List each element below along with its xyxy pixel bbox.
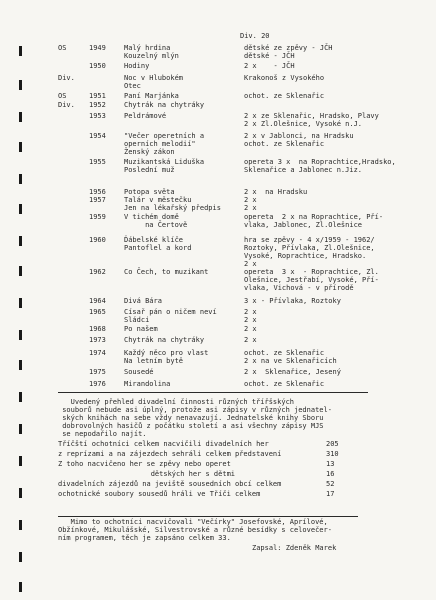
- stat-label: Tříčští ochotníci celkem nacvičili divadelních her: [58, 440, 269, 448]
- row-year: [89, 308, 117, 316]
- row-year-line: 1953: [89, 112, 106, 120]
- row-title: [124, 196, 239, 212]
- row-performance-line: vlaka, Jablonec, Zl.Olešnice: [244, 221, 363, 229]
- row-performance-line: ochot. ze Sklenařic: [244, 92, 325, 100]
- paragraph-line: se nepodařilo najít.: [58, 430, 147, 438]
- row-title-line: Císař pán o ničem neví: [124, 308, 217, 316]
- row-performance: [244, 368, 409, 376]
- row-title-line: V tichém domě: [124, 213, 179, 221]
- row-performance: [244, 74, 409, 82]
- row-performance: [244, 213, 409, 229]
- row-title: [124, 308, 239, 324]
- margin-mark: [19, 330, 22, 340]
- row-year: [89, 188, 117, 196]
- summary-paragraph: [58, 398, 388, 438]
- row-code: [58, 74, 88, 82]
- row-year-line: 1962: [89, 268, 106, 276]
- row-year-line: 1952: [89, 101, 106, 109]
- stat-label: ochotnické soubory sousedů hráli ve Tříči celkem: [58, 490, 261, 498]
- paragraph-line: souborů nebude asi úplný, protože asi zápisy v různých jednatel-: [58, 406, 332, 414]
- row-code-line: Div.: [58, 74, 75, 82]
- row-year-line: 1956: [89, 188, 106, 196]
- row-year: [89, 158, 117, 166]
- row-title-line: Paní Marjánka: [124, 92, 179, 100]
- row-title-line: Jen na lékařský předpis: [124, 204, 221, 212]
- row-performance-line: Vysoké, Roprachtice, Hradsko.: [244, 252, 367, 260]
- row-performance: [244, 112, 409, 128]
- row-title-line: Peldrámové: [124, 112, 167, 120]
- row-title: [124, 268, 239, 276]
- row-performance-line: 2 x: [244, 204, 257, 212]
- row-performance-line: 2 x na Hradsku: [244, 188, 308, 196]
- row-year-line: 1974: [89, 349, 106, 357]
- row-performance: [244, 325, 409, 333]
- row-year-line: 1976: [89, 380, 106, 388]
- row-year-line: 1973: [89, 336, 106, 344]
- row-code-line: OS: [58, 44, 67, 52]
- paragraph-line: dobrovolných hasičů z počátku století a asi všechny zápisy MJS: [58, 422, 324, 430]
- row-title: [124, 132, 239, 156]
- row-performance-line: dětské ze zpěvy - JČH: [244, 44, 333, 52]
- row-year-line: 1954: [89, 132, 106, 140]
- row-title: [124, 213, 239, 229]
- row-year: [89, 380, 117, 388]
- margin-mark: [19, 582, 22, 592]
- margin-mark: [19, 236, 22, 246]
- row-title-line: "Večer operetních a: [124, 132, 205, 140]
- row-title-line: Muzikantská Liduška: [124, 158, 205, 166]
- row-year: [89, 112, 117, 120]
- row-title-line: Chytrák na chytráky: [124, 101, 205, 109]
- row-performance-line: 2 x: [244, 316, 257, 324]
- row-performance-line: Krakonoš z Vysokého: [244, 74, 325, 82]
- row-performance-line: Olešnice, Jestřabí, Vysoké, Pří-: [244, 276, 379, 284]
- row-year-line: 1959: [89, 213, 106, 221]
- margin-mark: [19, 298, 22, 308]
- row-performance-line: Sklenařice a Jablonec n.Jiz.: [244, 166, 363, 174]
- row-performance-line: vlaka, Vichová - v přírodě: [244, 284, 354, 292]
- row-year-line: 1949: [89, 44, 106, 52]
- row-title-line: Sousedé: [124, 368, 154, 376]
- row-title: [124, 297, 239, 305]
- stat-value: 205: [326, 440, 339, 448]
- row-title-line: Mirandolina: [124, 380, 171, 388]
- margin-mark: [19, 142, 22, 152]
- row-title: [124, 101, 239, 109]
- row-year: [89, 92, 117, 100]
- row-title-line: Malý hrdina: [124, 44, 171, 52]
- margin-mark: [19, 174, 22, 184]
- row-year: [89, 213, 117, 221]
- row-title-line: Sládci: [124, 316, 150, 324]
- row-performance: [244, 336, 409, 344]
- row-title: [124, 112, 239, 120]
- row-year-line: 1960: [89, 236, 106, 244]
- row-title: [124, 44, 239, 60]
- row-title-line: Co Čech, to muzikant: [124, 268, 209, 276]
- row-title: [124, 74, 239, 90]
- row-year-line: 1955: [89, 158, 106, 166]
- row-title-line: operních melodií": [124, 140, 196, 148]
- row-performance: [244, 380, 409, 388]
- row-performance-line: 3 x - Přívlaka, Roztoky: [244, 297, 341, 305]
- row-year: [89, 62, 117, 70]
- row-performance-line: 2 x: [244, 260, 257, 268]
- paragraph-line: ských knihách na sebe vždy nenavazují. Jednatelské knihy Sboru: [58, 414, 324, 422]
- row-code: [58, 92, 88, 100]
- row-performance-line: 2 x Sklenařice, Jesený: [244, 368, 341, 376]
- row-performance-line: ochot. ze Sklenařic: [244, 380, 325, 388]
- row-code-line: OS: [58, 92, 67, 100]
- row-year-line: 1957: [89, 196, 106, 204]
- row-code: [58, 44, 88, 52]
- margin-mark: [19, 456, 22, 466]
- row-performance: [244, 268, 409, 292]
- row-performance: [244, 44, 409, 60]
- row-year: [89, 132, 117, 140]
- row-performance-line: 2 x: [244, 336, 257, 344]
- margin-mark: [19, 204, 22, 214]
- row-year-line: 1965: [89, 308, 106, 316]
- row-performance-line: ochot. ze Sklenařic: [244, 140, 325, 148]
- row-performance: [244, 196, 409, 212]
- row-title-line: na Čertově: [124, 221, 188, 229]
- row-performance-line: ochot. ze Sklenařic: [244, 349, 325, 357]
- row-title-line: Divá Bára: [124, 297, 162, 305]
- closing-line: Obžínkové, Mikulášské, Silvestrovské a různé besídky s celovečer-: [58, 526, 332, 534]
- row-performance-line: dětské - JČH: [244, 52, 295, 60]
- row-title: [124, 236, 239, 252]
- stat-label: dětských her s dětmi: [58, 470, 236, 478]
- row-performance: [244, 158, 409, 174]
- row-performance: [244, 236, 409, 268]
- row-year-line: 1951: [89, 92, 106, 100]
- row-year: [89, 325, 117, 333]
- row-performance: [244, 308, 409, 324]
- divider-line: [58, 392, 368, 393]
- row-title-line: Každý něco pro vlast: [124, 349, 209, 357]
- row-title-line: Na letním bytě: [124, 357, 184, 365]
- row-title-line: Noc v Hlubokém: [124, 74, 184, 82]
- stat-label: divadelních zájezdů na jeviště sousedních obcí celkem: [58, 480, 282, 488]
- row-title: [124, 336, 239, 344]
- stat-value: 17: [326, 490, 335, 498]
- margin-mark: [19, 552, 22, 562]
- row-title-line: Hodiny: [124, 62, 150, 70]
- row-year: [89, 44, 117, 52]
- row-year: [89, 349, 117, 357]
- margin-mark: [19, 488, 22, 498]
- margin-mark: [19, 424, 22, 434]
- margin-mark: [19, 392, 22, 402]
- row-year: [89, 101, 117, 109]
- row-performance-line: opereta 3 x - Roprachtice, Zl.: [244, 268, 379, 276]
- row-title: [124, 325, 239, 333]
- margin-mark: [19, 360, 22, 370]
- row-performance-line: opereta 2 x na Roprachtice, Pří-: [244, 213, 384, 221]
- row-title: [124, 349, 239, 365]
- stat-value: 310: [326, 450, 339, 458]
- closing-paragraph: [58, 518, 388, 542]
- row-code-line: Div.: [58, 101, 75, 109]
- row-performance-line: 2 x: [244, 325, 257, 333]
- row-title: [124, 368, 239, 376]
- row-title-line: Chytrák na chytráky: [124, 336, 205, 344]
- row-title-line: Ženský zákon: [124, 148, 175, 156]
- row-performance-line: 2 x: [244, 308, 257, 316]
- stat-value: 16: [326, 470, 335, 478]
- row-year: [89, 297, 117, 305]
- page-label: Div. 20: [240, 32, 270, 40]
- row-title-line: Pantoflel a kord: [124, 244, 192, 252]
- row-performance-line: Roztoky, Přívlaka, Zl.Olešnice,: [244, 244, 375, 252]
- stat-label: z reprízami a na zájezdech sehráli celkem představení: [58, 450, 282, 458]
- row-performance-line: opereta 3 x na Roprachtice,Hradsko,: [244, 158, 396, 166]
- stat-label: Z toho nacvičeno her se zpěvy nebo operet: [58, 460, 231, 468]
- row-year-line: 1950: [89, 62, 106, 70]
- row-code: [58, 101, 88, 109]
- margin-mark: [19, 112, 22, 122]
- row-year: [89, 268, 117, 276]
- stat-value: 13: [326, 460, 335, 468]
- stat-value: 52: [326, 480, 335, 488]
- row-performance: [244, 349, 409, 365]
- row-year: [89, 336, 117, 344]
- row-title: [124, 158, 239, 174]
- margin-mark: [19, 266, 22, 276]
- row-year-line: 1975: [89, 368, 106, 376]
- row-title: [124, 380, 239, 388]
- row-title-line: Otec: [124, 82, 141, 90]
- row-performance-line: 2 x - JČH: [244, 62, 295, 70]
- row-title-line: Potopa světa: [124, 188, 175, 196]
- row-performance: [244, 62, 409, 70]
- row-title-line: Talár v městečku: [124, 196, 192, 204]
- margin-mark: [19, 80, 22, 90]
- margin-mark: [19, 46, 22, 56]
- row-performance-line: 2 x v Jablonci, na Hradsku: [244, 132, 354, 140]
- row-performance-line: 2 x: [244, 196, 257, 204]
- closing-line: Mimo to ochotníci nacvičovali "Večírky" Josefovské, Aprílové,: [58, 518, 328, 526]
- row-performance-line: 2 x na ve Sklenařicích: [244, 357, 337, 365]
- row-performance: [244, 188, 409, 196]
- margin-mark: [19, 520, 22, 530]
- row-performance: [244, 132, 409, 148]
- row-title: [124, 188, 239, 196]
- row-year: [89, 196, 117, 204]
- stats-divider: [58, 516, 358, 517]
- row-performance-line: hra se zpěvy - 4 x/1959 - 1962/: [244, 236, 375, 244]
- row-year: [89, 368, 117, 376]
- row-title-line: Poslední muž: [124, 166, 175, 174]
- row-performance-line: 2 x ze Sklenařic, Hradsko, Plavy: [244, 112, 379, 120]
- row-title: [124, 92, 239, 100]
- row-title-line: Po našem: [124, 325, 158, 333]
- row-title-line: Ďábelské klíče: [124, 236, 184, 244]
- row-year: [89, 236, 117, 244]
- row-title: [124, 62, 239, 70]
- row-performance: [244, 297, 409, 305]
- row-performance-line: 2 x Zl.Olešnice, Vysoké n.J.: [244, 120, 363, 128]
- row-year-line: 1968: [89, 325, 106, 333]
- row-performance: [244, 92, 409, 100]
- row-title-line: Kouzelný mlýn: [124, 52, 179, 60]
- closing-line: ním programem, těch je zapsáno celkem 33.: [58, 534, 231, 542]
- paragraph-line: Uvedený přehled divadelní činnosti různých třířšských: [58, 398, 295, 406]
- row-year-line: 1964: [89, 297, 106, 305]
- signature: Zapsal: Zdeněk Marek: [252, 544, 337, 552]
